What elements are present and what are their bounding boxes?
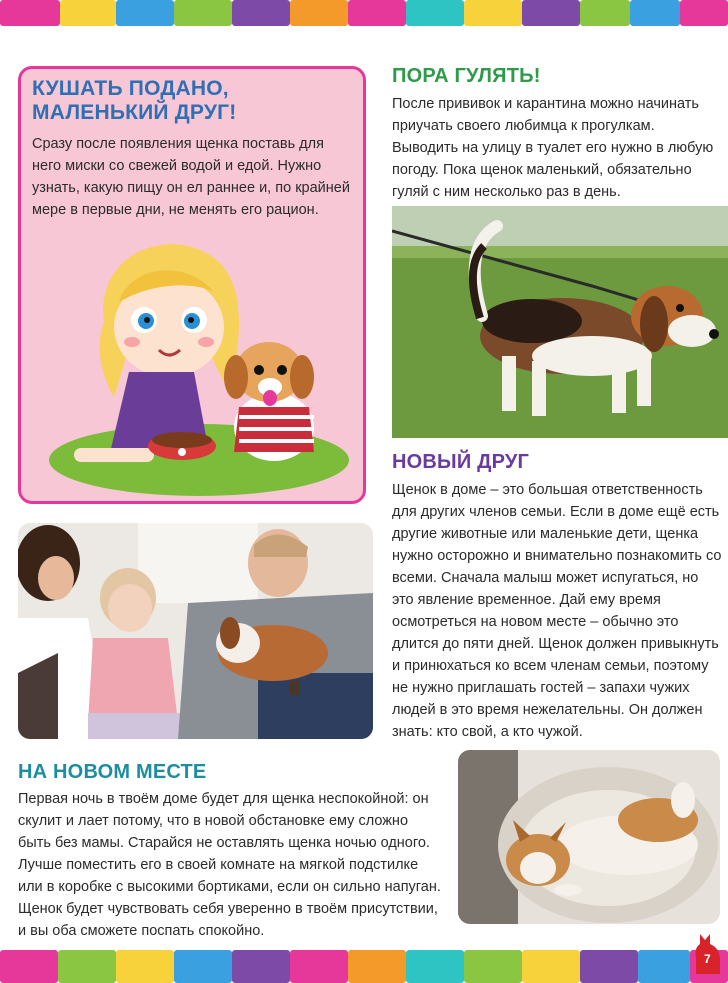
puzzle-border-bottom bbox=[0, 950, 728, 983]
walking-text: После прививок и карантина можно начинать приучать своего любимца к прогулкам. Выводить на улицу в туалет его нужно в любую погоду. Пока щенок маленький, обязательно гуляй с ним несколько раз в день. bbox=[392, 96, 714, 200]
new-place-title: НА НОВОМ МЕСТЕ bbox=[18, 761, 207, 783]
puzzle-border-top bbox=[0, 0, 728, 26]
new-friend-title: НОВЫЙ ДРУГ bbox=[392, 451, 530, 473]
sleeping-corgi-photo bbox=[458, 750, 720, 924]
page-number: 7 bbox=[704, 952, 711, 966]
new-place-text: Первая ночь в твоём доме будет для щенка неспокойной: он скулит и лает потому, что в новой обстановке ему сложно быть без мамы. Старайся не оставлять щенка ночью одного. Лучше поместить его в своей комнате на мягкой подстилке или в коробке с высокими бортиками, если он сильно напуган. Щенок будет чувствовать себя уверенно в твоём присутствии, и вы оба сможете поспать спокойно. bbox=[18, 791, 441, 939]
feeding-text: Сразу после появления щенка поставь для него миски со свежей водой и едой. Нужно узнать, какую пищу он ел раннее и, по крайней мере в первые дни, не менять его рацион. bbox=[32, 136, 350, 218]
walking-title: ПОРА ГУЛЯТЬ! bbox=[392, 65, 541, 87]
family-with-puppy-photo bbox=[18, 523, 373, 739]
girl-puppy-illustration bbox=[34, 222, 354, 496]
new-friend-text: Щенок в доме – это большая ответственность для других членов семьи. Если в доме ещё есть другие животные или маленькие дети, щенка нужно осторожно и внимательно познакомить со всеми. Сначала малыш может испугаться, но это явление временное. Дай ему время осмотреться на новом месте – обычно это длится до пяти дней. Щенок должен привыкнуть и принюхаться ко всем членам семьи, поэтому не нужно приглашать гостей – запахи чужих людей в это время нежелательны. Он должен знать: кто свой, а кто чужой. bbox=[392, 482, 722, 740]
beagle-walking-photo bbox=[392, 206, 728, 438]
feeding-title-line2: МАЛЕНЬКИЙ ДРУГ! bbox=[32, 101, 237, 124]
feeding-title-line1: КУШАТЬ ПОДАНО, bbox=[32, 77, 229, 100]
page-number-badge bbox=[690, 930, 724, 976]
